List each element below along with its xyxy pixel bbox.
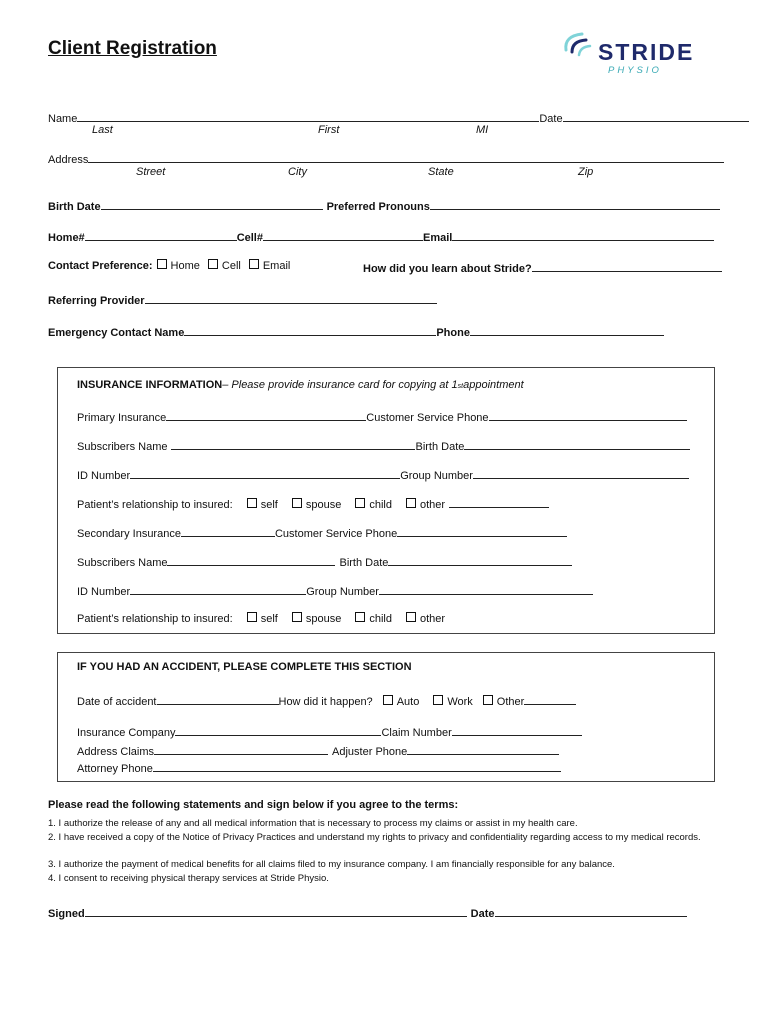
accident-auto-checkbox[interactable] — [383, 695, 393, 705]
secondary-other-checkbox[interactable] — [406, 612, 416, 622]
terms-item-4: 4. I consent to receiving physical therapy services at Stride Physio. — [48, 873, 329, 884]
email-field[interactable] — [452, 228, 714, 241]
name-label: Name — [48, 113, 78, 125]
accident-auto-label: Auto — [396, 696, 420, 708]
name-field[interactable] — [77, 109, 539, 122]
phones-row — [48, 228, 714, 244]
secondary-relationship-label: Patient’s relationship to insured: — [77, 613, 233, 625]
primary-spouse-checkbox[interactable] — [292, 498, 302, 508]
secondary-group-field[interactable] — [379, 582, 593, 595]
primary-id-label: ID Number — [77, 470, 131, 482]
addr-sub-zip: Zip — [578, 166, 594, 178]
primary-relationship-row — [77, 495, 549, 511]
terms-item-3: 3. I authorize the payment of medical benefits for all claims filed to my insurance company. I am financially responsible for any balance. — [48, 859, 615, 870]
secondary-other-label: other — [419, 613, 446, 625]
terms-heading: Please read the following statements and sign below if you agree to the terms: — [48, 799, 459, 811]
primary-group-field[interactable] — [473, 466, 689, 479]
date-label: Date — [539, 113, 563, 125]
signature-row — [48, 904, 687, 920]
primary-insurance-row — [77, 408, 687, 424]
accident-address-label: Address Claims — [77, 746, 155, 758]
primary-subscriber-field[interactable] — [171, 437, 415, 450]
accident-adjuster-label: Adjuster Phone — [332, 746, 408, 758]
contact-email-checkbox[interactable] — [249, 259, 259, 269]
accident-address-field[interactable] — [154, 742, 328, 755]
secondary-cs-phone-field[interactable] — [397, 524, 567, 537]
primary-group-label: Group Number — [400, 470, 473, 482]
secondary-id-field[interactable] — [130, 582, 306, 595]
primary-insurance-field[interactable] — [166, 408, 366, 421]
pronouns-label: Preferred Pronouns — [326, 201, 430, 213]
signed-date-field[interactable] — [495, 904, 687, 917]
accident-claim-field[interactable] — [452, 723, 582, 736]
referring-row — [48, 291, 437, 307]
secondary-subscriber-field[interactable] — [167, 553, 335, 566]
primary-insurance-label: Primary Insurance — [77, 412, 167, 424]
primary-child-label: child — [369, 499, 392, 511]
terms-item-1: 1. I authorize the release of any and all medical information that is necessary to process my claims or assist in my health care. — [48, 818, 578, 829]
primary-birth-date-label: Birth Date — [415, 441, 465, 453]
home-label: Home# — [48, 232, 85, 244]
primary-birth-date-field[interactable] — [464, 437, 690, 450]
secondary-child-checkbox[interactable] — [355, 612, 365, 622]
addr-sub-street: Street — [136, 166, 166, 178]
insurance-heading-note: – Please provide insurance card for copying at 1 — [222, 379, 458, 391]
secondary-birth-date-label: Birth Date — [339, 557, 389, 569]
primary-cs-phone-label: Customer Service Phone — [366, 412, 489, 424]
secondary-spouse-label: spouse — [305, 613, 342, 625]
accident-work-checkbox[interactable] — [433, 695, 443, 705]
secondary-id-label: ID Number — [77, 586, 131, 598]
accident-company-field[interactable] — [175, 723, 381, 736]
logo-sub: PHYSIO — [608, 65, 662, 76]
learn-label: How did you learn about Stride? — [363, 263, 532, 275]
accident-attorney-field[interactable] — [153, 759, 561, 772]
stride-physio-logo — [560, 28, 720, 78]
primary-id-row — [77, 466, 689, 482]
address-label: Address — [48, 154, 89, 166]
page-title: Client Registration — [48, 38, 217, 59]
logo-word: STRIDE — [598, 39, 695, 65]
secondary-subscriber-label: Subscribers Name — [77, 557, 168, 569]
insurance-heading-sup: st — [457, 383, 464, 390]
accident-address-row — [77, 742, 559, 758]
secondary-self-checkbox[interactable] — [247, 612, 257, 622]
primary-relationship-label: Patient’s relationship to insured: — [77, 499, 233, 511]
primary-cs-phone-field[interactable] — [489, 408, 687, 421]
emergency-phone-field[interactable] — [470, 323, 664, 336]
secondary-child-label: child — [369, 613, 392, 625]
primary-subscriber-label: Subscribers Name — [77, 441, 168, 453]
birth-date-field[interactable] — [101, 197, 323, 210]
name-sub-last: Last — [92, 124, 113, 136]
primary-other-field[interactable] — [449, 495, 549, 508]
referring-field[interactable] — [145, 291, 437, 304]
accident-work-label: Work — [447, 696, 473, 708]
secondary-self-label: self — [260, 613, 278, 625]
accident-other-checkbox[interactable] — [483, 695, 493, 705]
primary-self-checkbox[interactable] — [247, 498, 257, 508]
date-field[interactable] — [563, 109, 749, 122]
secondary-id-row — [77, 582, 593, 598]
contact-pref-label: Contact Preference: — [48, 260, 153, 272]
contact-cell-checkbox[interactable] — [208, 259, 218, 269]
email-label: Email — [422, 232, 453, 244]
name-sub-mi: MI — [476, 124, 489, 136]
signed-date-label: Date — [470, 908, 495, 920]
learn-field[interactable] — [532, 259, 722, 272]
contact-pref-row — [48, 259, 290, 272]
accident-company-row — [77, 723, 582, 739]
secondary-insurance-field[interactable] — [181, 524, 275, 537]
accident-adjuster-field[interactable] — [407, 742, 559, 755]
primary-subscriber-row — [77, 437, 690, 453]
cell-label: Cell# — [236, 232, 263, 244]
accident-attorney-row — [77, 759, 561, 775]
contact-cell-label: Cell — [221, 260, 241, 272]
addr-sub-city: City — [288, 166, 307, 178]
insurance-heading-title: INSURANCE INFORMATION — [77, 379, 223, 391]
name-sub-first: First — [318, 124, 340, 136]
secondary-cs-phone-label: Customer Service Phone — [274, 528, 398, 540]
accident-how-label: How did it happen? — [278, 696, 373, 708]
terms-item-2: 2. I have received a copy of the Notice of Privacy Practices and understand my rights to privacy and confidentiality regarding access to my medical records. — [48, 832, 701, 843]
contact-home-label: Home — [170, 260, 200, 272]
secondary-spouse-checkbox[interactable] — [292, 612, 302, 622]
home-field[interactable] — [85, 228, 237, 241]
primary-spouse-label: spouse — [305, 499, 342, 511]
accident-heading-title: IF YOU HAD AN ACCIDENT, PLEASE COMPLETE THIS SECTION — [77, 661, 412, 673]
accident-claim-label: Claim Number — [381, 727, 452, 739]
accident-date-label: Date of accident — [77, 696, 157, 708]
secondary-relationship-row — [77, 612, 445, 625]
accident-company-label: Insurance Company — [77, 727, 176, 739]
addr-sub-state: State — [428, 166, 454, 178]
primary-other-checkbox[interactable] — [406, 498, 416, 508]
pronouns-field[interactable] — [430, 197, 720, 210]
insurance-heading — [77, 379, 524, 391]
emergency-field[interactable] — [184, 323, 436, 336]
birth-row — [48, 197, 720, 213]
address-field[interactable] — [88, 150, 724, 163]
accident-attorney-label: Attorney Phone — [77, 763, 153, 775]
primary-other-label: other — [419, 499, 446, 511]
secondary-insurance-row — [77, 524, 567, 540]
contact-email-label: Email — [262, 260, 291, 272]
accident-other-field[interactable] — [524, 692, 576, 705]
accident-date-field[interactable] — [157, 692, 279, 705]
secondary-subscriber-row — [77, 553, 572, 569]
secondary-insurance-label: Secondary Insurance — [77, 528, 181, 540]
signed-label: Signed — [48, 908, 85, 920]
primary-self-label: self — [260, 499, 278, 511]
accident-heading — [77, 661, 412, 673]
address-row — [48, 150, 724, 166]
cell-field[interactable] — [263, 228, 423, 241]
secondary-group-label: Group Number — [306, 586, 379, 598]
insurance-heading-note-end: appointment — [463, 379, 524, 391]
signature-field[interactable] — [85, 904, 467, 917]
name-row — [48, 109, 749, 125]
emergency-row — [48, 323, 664, 339]
emergency-label: Emergency Contact Name — [48, 327, 185, 339]
primary-id-field[interactable] — [130, 466, 400, 479]
secondary-birth-date-field[interactable] — [388, 553, 572, 566]
primary-child-checkbox[interactable] — [355, 498, 365, 508]
birth-date-label: Birth Date — [48, 201, 101, 213]
learn-row — [363, 259, 722, 275]
accident-other-label: Other — [496, 696, 525, 708]
emergency-phone-label: Phone — [436, 327, 470, 339]
accident-date-row — [77, 692, 576, 708]
referring-label: Referring Provider — [48, 295, 145, 307]
contact-home-checkbox[interactable] — [157, 259, 167, 269]
